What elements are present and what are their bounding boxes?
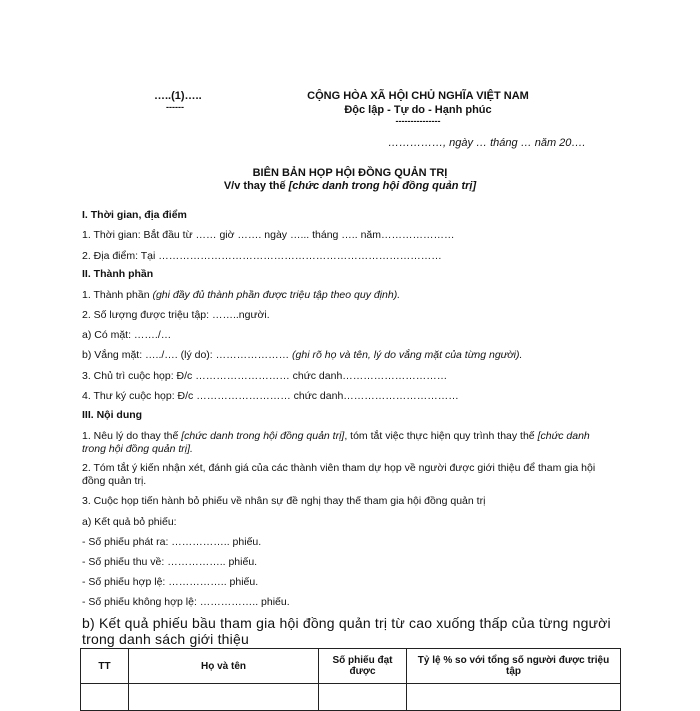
absent-count bbox=[82, 349, 522, 361]
table-cell bbox=[129, 684, 319, 711]
document-subtitle bbox=[150, 180, 550, 192]
section-3-heading: III. Nội dung bbox=[82, 409, 143, 421]
absent-note: (ghi rõ họ và tên, lý do vắng mặt của từng người). bbox=[292, 349, 523, 361]
country-name: CỘNG HÒA XÃ HỘI CHỦ NGHĨA VIỆT NAM bbox=[307, 90, 529, 102]
table-cell bbox=[81, 684, 129, 711]
absent-prefix: b) Vắng mặt: …../…. (lý do): ………………… bbox=[82, 349, 293, 361]
table-row bbox=[81, 684, 621, 711]
table-header-row bbox=[81, 649, 621, 684]
header-full-name: Họ và tên bbox=[129, 649, 319, 684]
item1-role-b: [chức danh trong hội đồng quản trị]. bbox=[82, 430, 590, 455]
composition-prefix: 1. Thành phần bbox=[82, 289, 153, 301]
vote-result-heading: a) Kết quả bỏ phiếu: bbox=[82, 516, 177, 528]
ballots-invalid: - Số phiếu không hợp lệ: …………….. phiếu. bbox=[82, 596, 290, 608]
present-count: a) Có mặt: ……./… bbox=[82, 329, 172, 341]
ballots-valid: - Số phiếu hợp lệ: …………….. phiếu. bbox=[82, 576, 259, 588]
subtitle-prefix: V/v thay thế bbox=[223, 180, 289, 192]
composition bbox=[82, 289, 400, 301]
content-item-1 bbox=[82, 430, 610, 455]
national-motto: Độc lập - Tự do - Hạnh phúc bbox=[344, 104, 492, 116]
motto-rule: --------------- bbox=[395, 116, 441, 126]
table-cell bbox=[407, 684, 621, 711]
section-1-heading: I. Thời gian, địa điểm bbox=[82, 209, 187, 221]
meeting-time: 1. Thời gian: Bắt đầu từ …… giờ ……. ngày …... tháng ….. năm………………… bbox=[82, 229, 455, 241]
content-item-3: 3. Cuộc họp tiến hành bỏ phiếu về nhân sự đề nghị thay thế tham gia hội đồng quản trị bbox=[82, 495, 486, 507]
ballots-collected: - Số phiếu thu về: …………….. phiếu. bbox=[82, 556, 258, 568]
subtitle-role: [chức danh trong hội đồng quản trị] bbox=[288, 180, 477, 192]
invited-count: 2. Số lượng được triệu tập: ……..người. bbox=[82, 309, 270, 321]
composition-note: (ghi đầy đủ thành phần được triệu tập theo quy định). bbox=[152, 289, 401, 301]
vote-results-table bbox=[80, 648, 621, 711]
date-line: ……………, ngày … tháng … năm 20…. bbox=[388, 137, 586, 149]
ballots-issued: - Số phiếu phát ra: …………….. phiếu. bbox=[82, 536, 262, 548]
meeting-secretary: 4. Thư ký cuộc họp: Đ/c ……………………… chức danh…………………………… bbox=[82, 390, 459, 402]
vote-ranking-intro: b) Kết quả phiếu bầu tham gia hội đồng quản trị từ cao xuống thấp của từng người trong danh sách giới thiệu bbox=[82, 615, 611, 647]
section-2-heading: II. Thành phần bbox=[82, 268, 154, 280]
header-tt: TT bbox=[81, 649, 129, 684]
item1-text-a: 1. Nêu lý do thay thế bbox=[82, 430, 182, 442]
meeting-chair: 3. Chủ trì cuộc họp: Đ/c ……………………… chức danh………………………… bbox=[82, 370, 448, 382]
agency-rule: ------ bbox=[166, 102, 184, 112]
document-title: BIÊN BẢN HỌP HỘI ĐỒNG QUẢN TRỊ bbox=[252, 167, 448, 179]
item1-text-b: , tóm tắt việc thực hiện quy trình thay thế bbox=[344, 430, 538, 442]
header-votes: Số phiếu đạt được bbox=[319, 649, 407, 684]
item1-role-a: [chức danh trong hội đồng quản trị] bbox=[181, 430, 345, 442]
agency-code: …..(1)….. bbox=[154, 90, 202, 102]
content-item-2: 2. Tóm tắt ý kiến nhận xét, đánh giá của các thành viên tham dự họp về người được giới thiệu để tham gia hội đồng quản trị. bbox=[82, 462, 596, 487]
header-percentage: Tỷ lệ % so với tổng số người được triệu tập bbox=[407, 649, 621, 684]
meeting-place: 2. Địa điểm: Tại ……………………………………………………………………… bbox=[82, 250, 442, 262]
table-cell bbox=[319, 684, 407, 711]
